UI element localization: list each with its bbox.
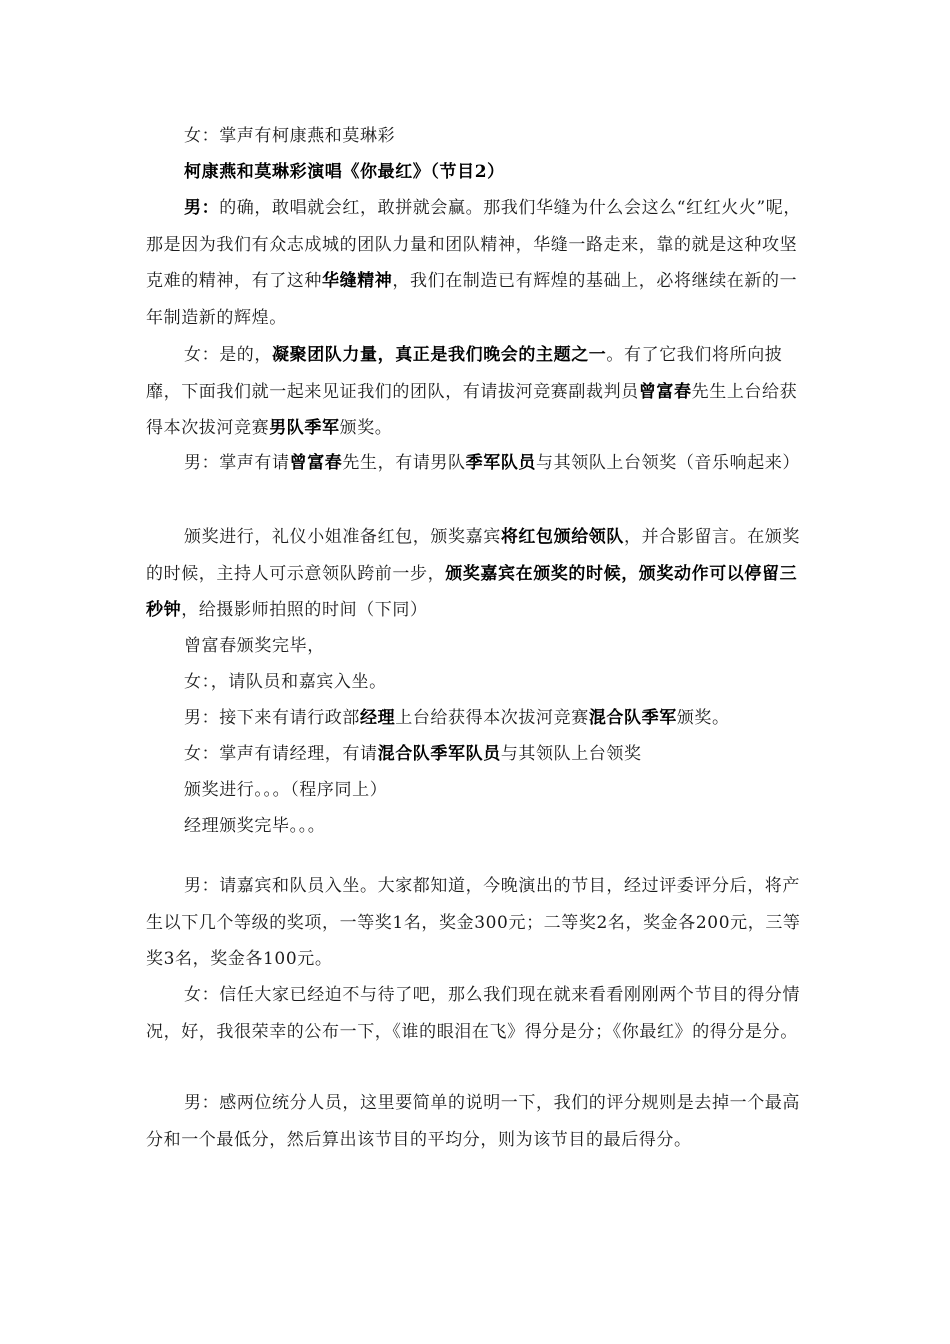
text-run-bold: 混合队季军队员 [377,744,501,764]
text-run: 颁奖。 [676,708,730,728]
paragraph [146,1085,806,1158]
text-run: 先生，有请男队 [342,453,466,473]
text-run: 女：是的， [184,345,272,365]
paragraph [146,772,806,809]
text-run-bold: 曾富春 [638,381,692,402]
text-run-bold: 华缝精神 [322,271,393,292]
paragraph [146,868,806,978]
text-run: 颁奖。 [339,418,393,439]
text-run-bold: 凝聚团队力量，真正是我们晚会的主题之一 [272,345,607,365]
text-run: 颁奖进行，礼仪小姐准备红包，颁奖嘉宾 [184,527,501,547]
paragraph [146,736,806,773]
paragraph [146,445,806,482]
text-run: 与其领队上台领奖 [500,744,642,764]
text-run: 女：，请队员和嘉宾入坐。 [184,672,387,692]
text-run: 经理颁奖完毕。。。 [184,816,326,836]
text-run-bold: 经理 [360,708,396,728]
text-run-bold: 男队季军 [269,418,340,439]
program-title [146,154,806,191]
text-run: 与其领队上台领奖（音乐响起来） [536,453,801,473]
text-run: 男：接下来有请行政部 [184,708,360,728]
speaker-label: 男： [184,198,220,218]
paragraph [146,664,806,701]
text-run: 女：掌声有柯康燕和莫琳彩 [184,126,396,146]
text-run-bold: 混合队季军 [588,708,677,728]
paragraph [146,977,806,1050]
text-run-bold: 颁奖嘉宾在颁奖的时候，颁奖动作可以停留三秒钟 [146,563,798,621]
paragraph [146,628,806,665]
text-run-bold: 季军队员 [465,453,537,473]
text-run: 男：掌声有请 [184,453,290,473]
text-run: 上台给获得本次拔河竞赛 [395,708,589,728]
paragraph [146,808,806,845]
text-run: 女：信任大家已经迫不与待了吧，那么我们现在就来看看刚刚两个节目的得分情况，好，我很荣幸的公布一下，《谁的眼泪在飞》得分是分；《你最红》的得分是分。 [146,985,800,1042]
paragraph [146,700,806,737]
text-run: 女：掌声有请经理，有请 [184,744,378,764]
paragraph [146,190,806,336]
paragraph [146,519,806,629]
text-run: 。有了它我们将所向披靡，下面我们就一起来见证我们的团队，有请拔河竞赛副裁判员 [146,345,783,402]
text-run-bold: 柯康燕和莫琳彩演唱《你最红》（节目2） [184,162,505,182]
text-run: 先生上台给获得本次拔河竞赛 [146,381,798,439]
text-run: 曾富春颁奖完毕， [184,636,325,656]
text-run-bold: 将红包颁给领队 [500,527,625,547]
text-run-bold: 曾富春 [289,453,343,473]
text-run: ，我们在制造已有辉煌的基础上，必将继续在新的一年制造新的辉煌。 [146,271,798,328]
text-run: 男：感两位统分人员，这里要简单的说明一下，我们的评分规则是去掉一个最高分和一个最低分，然后算出该节目的平均分，则为该节目的最后得分。 [146,1093,800,1150]
text-run: 颁奖进行。。。（程序同上） [184,780,388,800]
text-run: ，给摄影师拍照的时间（下同） [181,600,428,621]
paragraph [146,118,806,155]
text-run: ，并合影留言。在颁奖的时候，主持人可示意领队跨前一步， [146,527,801,584]
text-run: 的确，敢唱就会红，敢拼就会赢。那我们华缝为什么会这么“红红火火”呢，那是因为我们有众志成城的团队力量和团队精神，华缝一路走来，靠的就是这种攻坚克难的精神，有了这种 [146,198,801,292]
text-run: 男：请嘉宾和队员入坐。大家都知道，今晚演出的节目，经过评委评分后，将产生以下几个等级的奖项，一等奖1名，奖金300元；二等奖2名，奖金各200元，三等奖3名，奖金各100元。 [146,876,801,970]
paragraph [146,337,806,447]
